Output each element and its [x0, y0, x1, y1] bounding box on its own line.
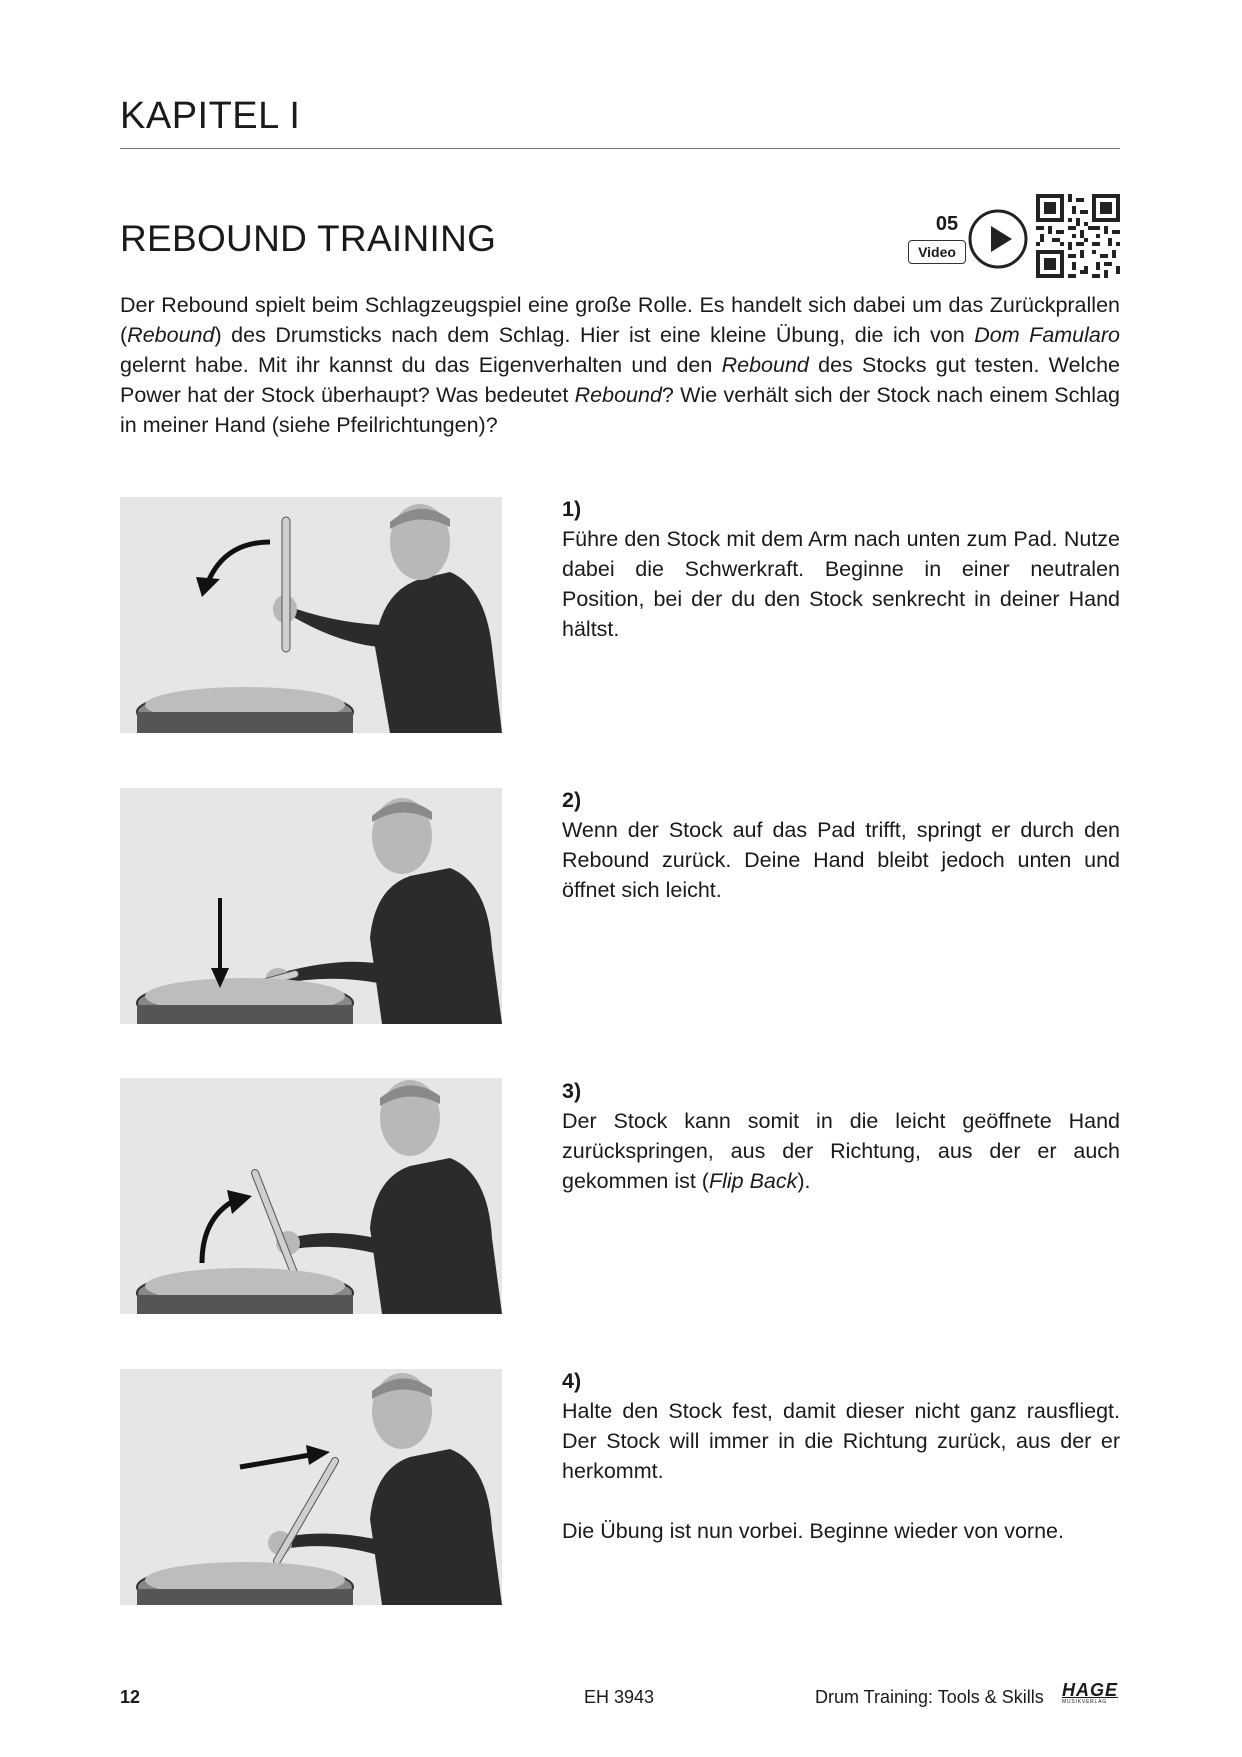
publisher-name: HAGE [1062, 1680, 1119, 1700]
step-3 [562, 1076, 1120, 1196]
intro-text: ) des Drumsticks nach dem Schlag. Hier ist eine kleine Übung, die ich von [214, 323, 975, 347]
play-icon[interactable] [967, 208, 1029, 270]
step-number: 1) [562, 497, 582, 521]
step-text [562, 1106, 1120, 1196]
step-4 [562, 1366, 1120, 1546]
step-4-photo [120, 1369, 502, 1605]
qr-code-icon[interactable] [1036, 194, 1120, 278]
step-text-part: Der Stock kann somit in die leicht geöffnete Hand zurückspringen, aus der Richtung, aus der er auch gekommen ist ( [562, 1109, 1120, 1193]
step-emphasis: Flip Back [708, 1169, 798, 1193]
step-number: 4) [562, 1369, 582, 1393]
intro-paragraph [120, 290, 1120, 440]
step-number: 2) [562, 788, 582, 812]
edition-code: EH 3943 [584, 1687, 655, 1707]
step-2 [562, 785, 1120, 905]
page-number: 12 [120, 1687, 141, 1707]
intro-emphasis: Rebound [721, 353, 809, 377]
step-text: Führe den Stock mit dem Arm nach unten zum Pad. Nutze dabei die Schwerkraft. Beginne in einer neutralen Position, bei der du den Stock senkrecht in deiner Hand hältst. [562, 527, 1120, 641]
chapter-heading: KAPITEL I [120, 95, 301, 137]
intro-text: gelernt habe. Mit ihr kannst du das Eigenverhalten und den [120, 353, 722, 377]
step-1-photo [120, 497, 502, 733]
step-text: Halte den Stock fest, damit dieser nicht ganz rausfliegt. Der Stock will immer in die Richtung zurück, aus der er herkommt. [562, 1399, 1120, 1483]
intro-text: ? Wie verhält sich der Stock nach einem Schlag in meiner Hand (siehe Pfeilrichtungen)? [120, 383, 1120, 437]
step-3-photo [120, 1078, 502, 1314]
intro-text: Der Rebound spielt beim Schlagzeugspiel eine große Rolle. Es handelt sich dabei um das Zurückprallen ( [120, 293, 1120, 347]
step-text: Wenn der Stock auf das Pad trifft, springt er durch den Rebound zurück. Deine Hand bleibt jedoch unten und öffnet sich leicht. [562, 818, 1120, 902]
step-number: 3) [562, 1079, 582, 1103]
video-label: Video [908, 240, 966, 264]
video-number: 05 [935, 213, 959, 235]
step-text-part: ). [797, 1169, 811, 1193]
step-2-photo [120, 788, 502, 1024]
video-badge[interactable] [908, 207, 1018, 273]
step-closing-text: Die Übung ist nun vorbei. Beginne wieder von vorne. [562, 1519, 1064, 1543]
intro-emphasis: Rebound [127, 323, 215, 347]
publisher-logo [1062, 1681, 1122, 1707]
step-1 [562, 494, 1120, 644]
book-title: Drum Training: Tools & Skills [815, 1687, 1044, 1707]
chapter-divider [120, 148, 1120, 149]
intro-emphasis: Dom Famularo [974, 323, 1120, 347]
section-title: REBOUND TRAINING [120, 218, 497, 259]
publisher-subtitle: MUSIKVERLAG [1062, 1699, 1107, 1705]
intro-emphasis: Rebound [574, 383, 662, 407]
intro-text: des Stocks gut testen. Welche Power hat der Stock überhaupt? Was bedeutet [120, 353, 1120, 407]
